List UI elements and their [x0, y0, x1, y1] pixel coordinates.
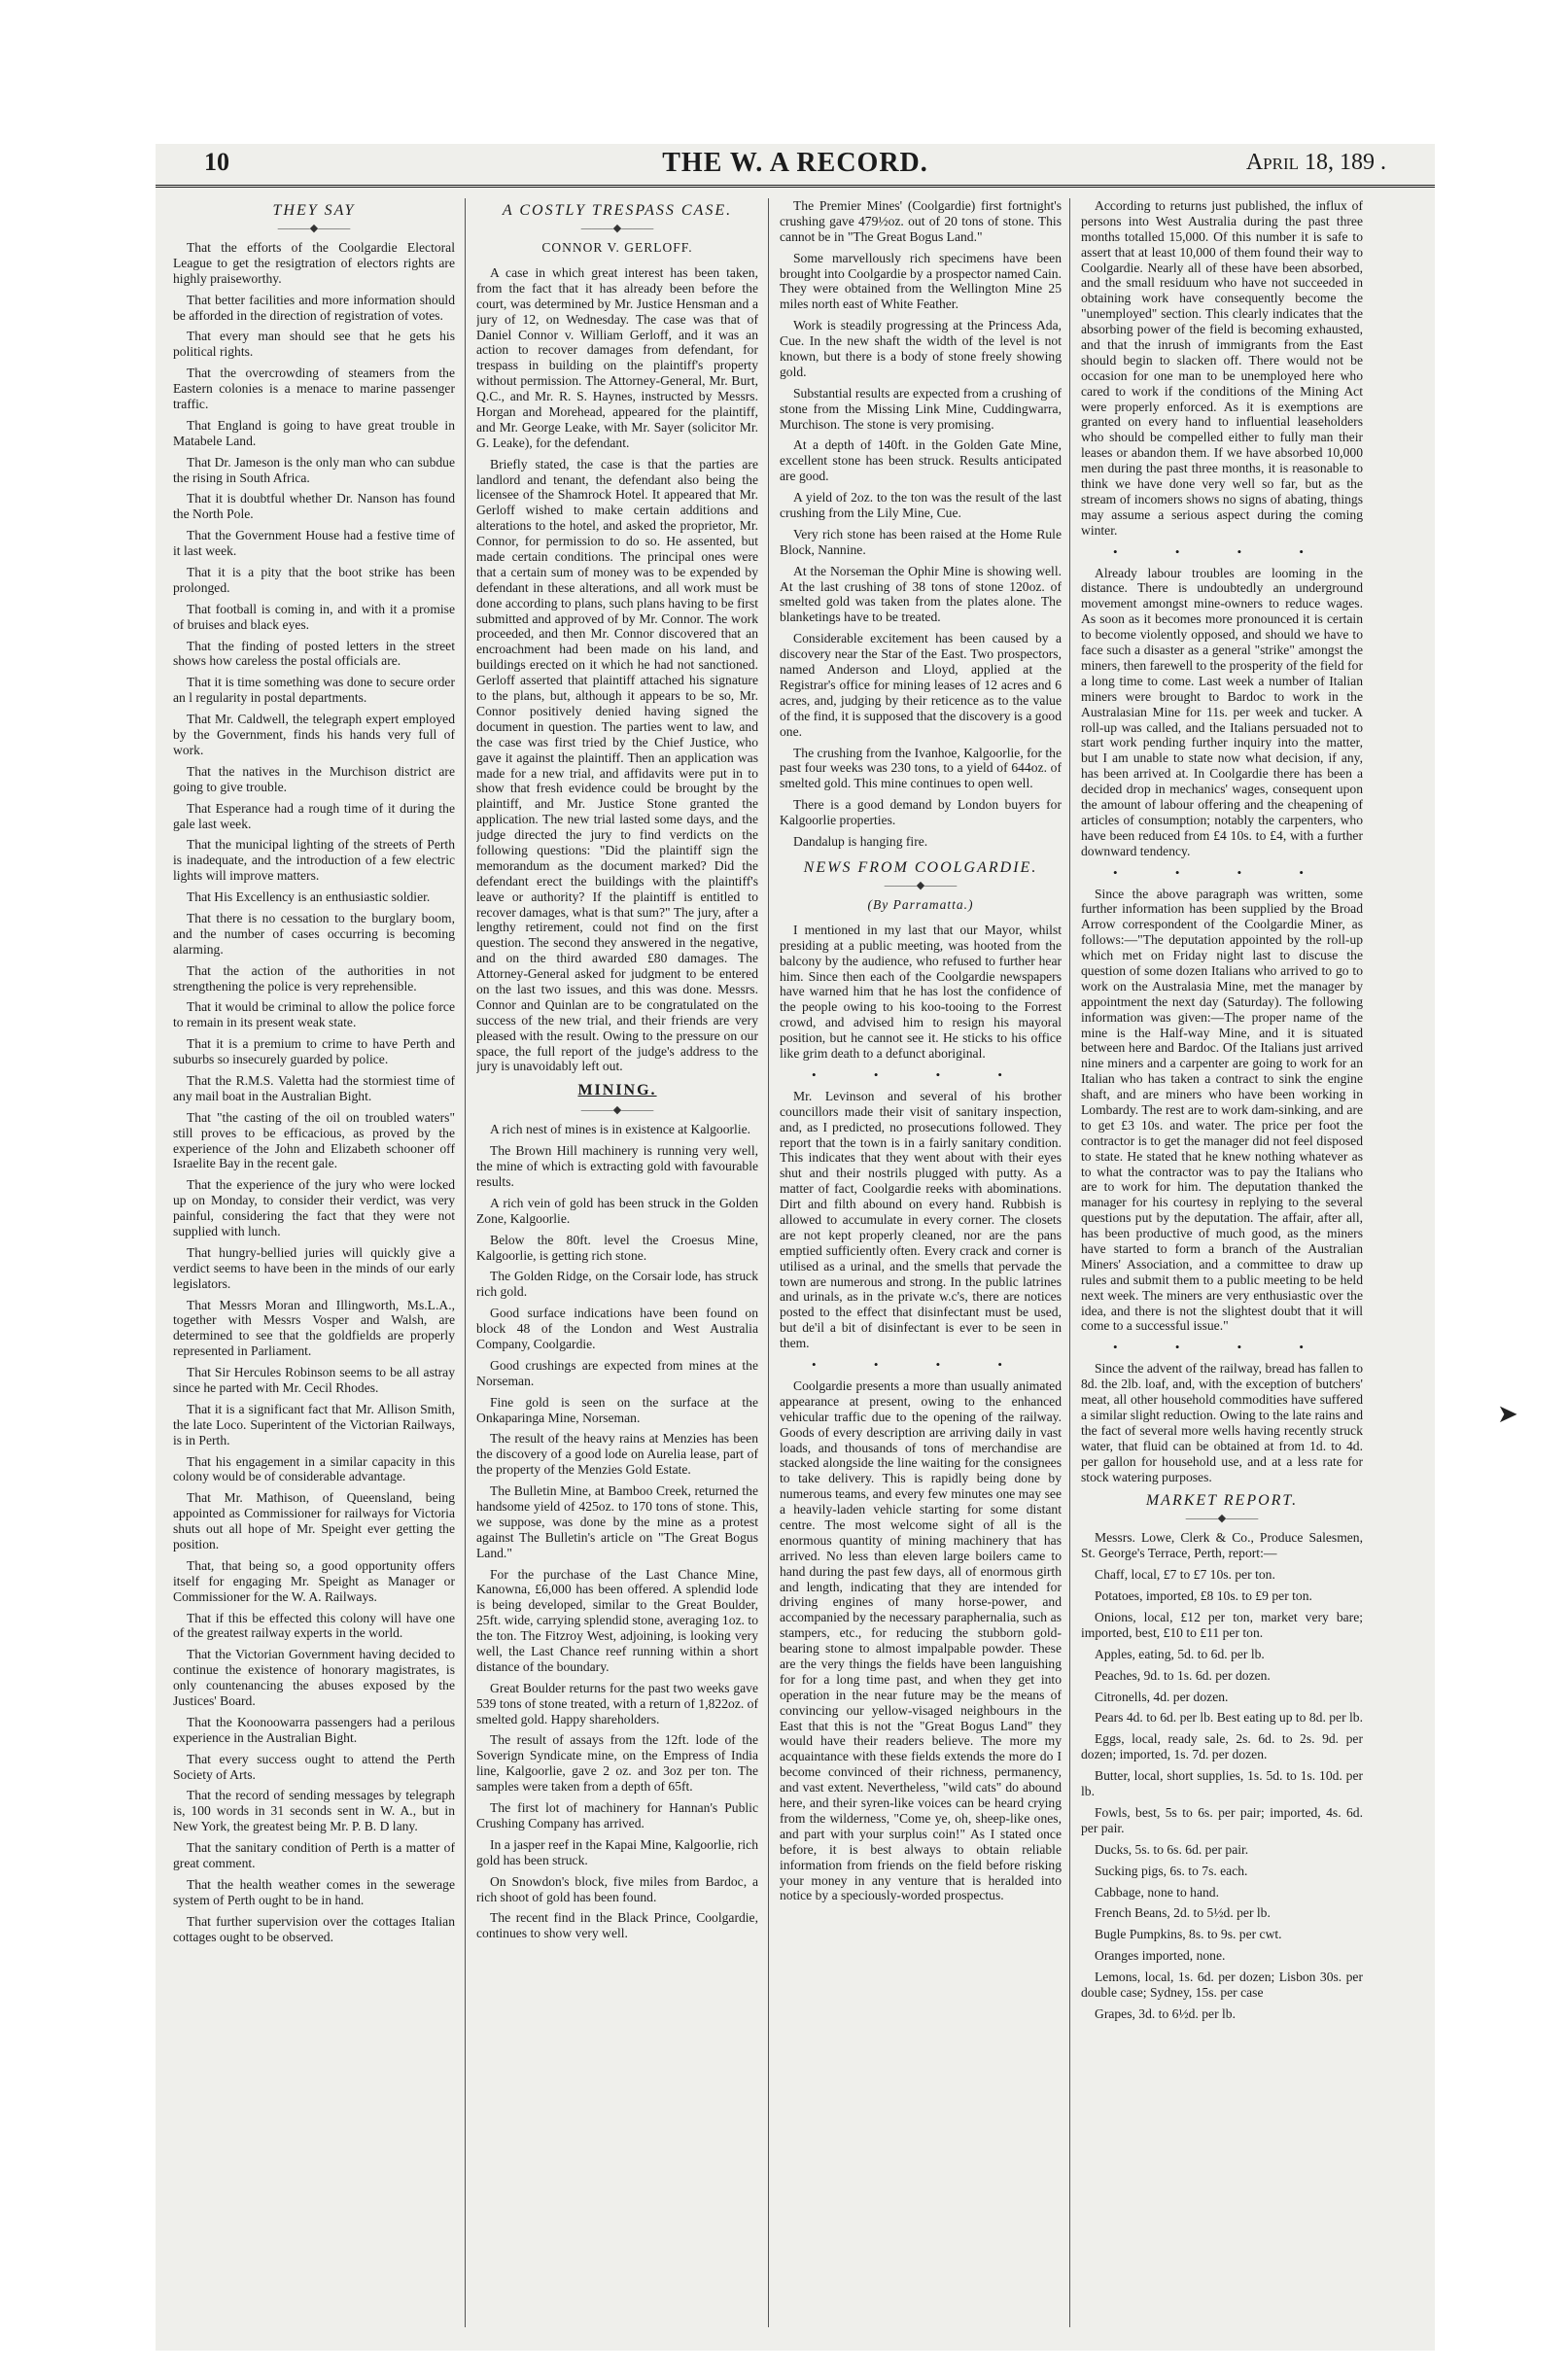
mining-item: Considerable excitement has been caused by a discovery near the Star of the East. Two prospectors, named Anderson and Lloyd, applied at the Registrar's office for mining leases of 12 acres and 6 acres, and, judging by their reticence as to the value of the find, it is supposed that the discovery is a good one. [780, 631, 1062, 739]
column-news-coolgardie [780, 198, 1062, 2327]
mining-item: The result of the heavy rains at Menzies has been the discovery of a good lode on Aurelia lease, part of the property of the Menzies Gold Estate. [476, 1431, 758, 1478]
market-item: Ducks, 5s. to 6s. 6d. per pair. [1095, 1841, 1249, 1857]
market-item: Apples, eating, 5d. to 6d. per lb. [1095, 1646, 1265, 1661]
mining-item: Good surface indications have been found on block 48 of the London and West Australia Company, Coolgardie. [476, 1306, 758, 1351]
they-say-item: That the health weather comes in the sewerage system of Perth ought to be in hand. [173, 1876, 455, 1907]
market-item: Cabbage, none to hand. [1095, 1884, 1219, 1900]
they-say-item: That Messrs Moran and Illingworth, Ms.L.A., together with Messrs Vosper and Walsh, are determined to see that the goldfields are properly represented in Parliament. [173, 1297, 455, 1359]
mining-item: Good crushings are expected from mines at the Norseman. [476, 1357, 758, 1388]
page-number: 10 [204, 148, 229, 176]
ornament-divider: ———◆——— [580, 223, 654, 234]
trespass-body [476, 265, 758, 1074]
mining-body [476, 1122, 758, 1941]
mining-item: The first lot of machinery for Hannan's Public Crushing Company has arrived. [476, 1800, 758, 1831]
star-divider: • • • • [1113, 543, 1331, 559]
they-say-item: That it is doubtful whether Dr. Nanson has found the North Pole. [173, 491, 455, 522]
mining-item: A rich vein of gold has been struck in the Golden Zone, Kalgoorlie. [476, 1195, 758, 1226]
they-say-item: That England is going to have great trouble in Matabele Land. [173, 417, 455, 448]
trespass-heading: A COSTLY TRESPASS CASE. [502, 202, 733, 219]
column-rule [768, 198, 769, 2327]
mining-item: The Golden Ridge, on the Corsair lode, has struck rich gold. [476, 1269, 758, 1300]
column-rule [465, 198, 466, 2327]
they-say-item: That the Victorian Government having decided to continue the existence of honorary magistrates, is only countenancing the abuses exposed by the Justices' Board. [173, 1647, 455, 1709]
they-say-item: That Mr. Caldwell, the telegraph expert employed by the Government, finds his hands very full of work. [173, 712, 455, 757]
they-say-item: That it is time something was done to secure order an l regularity in postal departments. [173, 675, 455, 706]
masthead [156, 144, 1435, 188]
market-item: Bugle Pumpkins, 8s. to 9s. per cwt. [1095, 1927, 1282, 1942]
they-say-item: That "the casting of the oil on troubled waters" still proves to be efficacious, as proved by the experience of the John and Elizabeth schooner off Israelite Bay in the recent gale. [173, 1109, 455, 1171]
they-say-item: That better facilities and more information should be afforded in the direction of registration of votes. [173, 292, 455, 323]
they-say-item: That the efforts of the Coolgardie Electoral League to get the resigtration of electors rights are highly praiseworthy. [173, 240, 455, 286]
mining-item: For the purchase of the Last Chance Mine, Kanowna, £6,000 has been offered. A splendid lode is being developed, similar to the Great Boulder, 25ft. wide, carrying splendid stone, averaging 1oz. to the ton. The Fitzroy West, adjoining, is looking very well, the Last Chance reef running within a short distance of the boundary. [476, 1566, 758, 1674]
news-byline: (By Parramatta.) [867, 896, 974, 912]
they-say-item: That the R.M.S. Valetta had the stormiest time of any mail boat in the Australian Bight. [173, 1072, 455, 1103]
they-say-item: That further supervision over the cottages Italian cottages ought to be observed. [173, 1913, 455, 1944]
they-say-item: That His Excellency is an enthusiastic soldier. [187, 889, 431, 905]
labour-paragraph: Since the advent of the railway, bread has fallen to 8d. the 2lb. loaf, and, with the exception of butchers' meat, all other household commodities have suffered a similar slight reduction. Owing to the late rains and the fact of several more wells having recently struck water, that fluid can be obtained at from 1d. to 4d. per gallon for household use, and at a less rate for stock watering purposes. [1081, 1361, 1363, 1484]
they-say-item: That it is a significant fact that Mr. Allison Smith, the late Loco. Superintent of the Victorian Railways, is in Perth. [173, 1401, 455, 1447]
they-say-item: That hungry-bellied juries will quickly give a verdict seems to have been in the minds of our early legislators. [173, 1244, 455, 1291]
they-say-heading: THEY SAY [272, 202, 356, 219]
they-say-item: That the action of the authorities in not strengthening the police is very reprehensible. [173, 962, 455, 994]
market-item: Eggs, local, ready sale, 2s. 6d. to 2s. 9d. per dozen; imported, 1s. 7d. per dozen. [1081, 1731, 1363, 1762]
newspaper-title: THE W. A RECORD. [662, 148, 928, 178]
ornament-divider: ———◆——— [277, 223, 351, 234]
news-body [780, 923, 1062, 1903]
mining-item: Dandalup is hanging fire. [793, 833, 928, 849]
they-say-item: That if this be effected this colony will have one of the greatest railway experts in the world. [173, 1610, 455, 1641]
newspaper-page [156, 144, 1435, 2351]
trespass-subheading: CONNOR V. GERLOFF. [541, 240, 693, 255]
they-say-item: That it is a pity that the boot strike has been prolonged. [173, 565, 455, 595]
market-item: Grapes, 3d. to 6½d. per lb. [1095, 2005, 1236, 2021]
market-list [1081, 1567, 1363, 2021]
they-say-item: That it is a premium to crime to have Perth and suburbs so insecurely guarded by police. [173, 1036, 455, 1067]
mining-item: Substantial results are expected from a crushing of stone from the Missing Link Mine, Cuddingwarra, Murchison. The stone is very promising. [780, 385, 1062, 432]
news-paragraph: Coolgardie presents a more than usually animated appearance at present, owing to the enhanced vehicular traffic due to the opening of the railway. Goods of every description are arriving daily in vast loads, and thousands of tons of merchandise are stacked alongside the line waiting for the consignees to take delivery. This is rapidly being done by numerous teams, and every few minutes one may see a heavily-laden vehicle starting for some distant centre. The most welcome sight of all is the enormous quantity of mining machinery that has arrived. No less than eleven large boilers came to hand during the past few days, all of enormous girth and length, indicating that they are intended for driving engines of many horse-power, and accompanied by the necessary paraphernalia, such as stampers, etc., for reducing the stubborn gold-bearing stone to almost impalpable powder. These are the very things the fields have been languishing for for a long time past, and when they get into operation in the near future may be the means of convincing our yellow-visaged neighbours in the East that this is not the "Great Bogus Land" they would have their readers believe. The more my acquaintance with these fields extends the more do I become convinced of their richness, permanency, and vast extent. Nevertheless, "wild cats" do abound here, and their syren-like voices can be heard crying from the wilderness, "Come ye, oh, sheep-like ones, and part with your surplus coin!" As I stated once before, it is best always to obtain reliable information from friends on the field before risking your money in any venture that is heralded into notice by a speciously-worded prospectus. [780, 1378, 1062, 1903]
they-say-item: That it would be criminal to allow the police force to remain in its present weak state. [173, 999, 455, 1030]
market-item: Chaff, local, £7 to £7 10s. per ton. [1095, 1567, 1275, 1583]
article-paragraph: Briefly stated, the case is that the parties are landlord and tenant, the defendant also being the licensee of the Shamrock Hotel. It appeared that Mr. Gerloff wished to make certain additions and alterations to the hotel, and asked the proprietor, Mr. Connor, for permission to do so. He assented, but made certain conditions. The principal ones were that a certain sum of money was to be expended by defendant in these alterations, and all work must be done according to plans, such plans having to be first submitted and approved of by Mr. Connor. The work proceeded, and then Mr. Connor discovered that an encroachment had been made on his land, and buildings erected on it which he had not sanctioned. Gerloff asserted that plaintiff attached his signature to the plans, but, although it appears to be so, Mr. Connor positively denied having signed the document in question. The parties went to law, and the case was first tried by the Chief Justice, who gave it against the plaintiff. Then an application was made for a new trial, and affidavits were put in to show that fresh evidence could be brought by the plaintiff, and Mr. Justice Stone granted the application. The new trial lasted some days, and the judge directed the jury to find verdicts on the following questions: "Did the plaintiff sign the memorandum as the document marked? Did the defendant erect the buildings with the plaintiff's leave or authority? If the plaintiff is entitled to recover damages, what is that sum?" The jury, after a lengthy retirement, could not find on the first question. The second they answered in the negative, and on the third awarded £80 damages. The Attorney-General asked for judgment to be entered on the last two issues, and this was done. Messrs. Connor and Quinlan are to be congratulated on the success of the new trial, and their friends are very pleased with the result. Owing to the pressure on our space, the full report of the judge's address to the jury is unavoidably left out. [476, 456, 758, 1074]
market-item: Pears 4d. to 6d. per lb. Best eating up to 8d. per lb. [1095, 1710, 1363, 1726]
they-say-item: That every man should see that he gets his political rights. [173, 329, 455, 360]
they-say-item: That, that being so, a good opportunity offers itself for engaging Mr. Speight as Manager or Commissioner for the W. A. Railways. [173, 1557, 455, 1604]
mining-item: A yield of 2oz. to the ton was the result of the last crushing from the Lily Mine, Cue. [780, 490, 1062, 521]
market-item: Lemons, local, 1s. 6d. per dozen; Lisbon 30s. per double case; Sydney, 15s. per case [1081, 1970, 1363, 2000]
mining-item: Below the 80ft. level the Croesus Mine, Kalgoorlie, is getting rich stone. [476, 1232, 758, 1263]
ornament-divider: ———◆——— [1185, 1513, 1259, 1525]
mining-item: The Premier Mines' (Coolgardie) first fortnight's crushing gave 479½oz. out of 20 tons of stone. This cannot be in "The Great Bogus Land." [780, 198, 1062, 244]
mining-continued-body [780, 198, 1062, 850]
mining-item: The crushing from the Ivanhoe, Kalgoorlie, for the past four weeks was 230 tons, to a yield of 644oz. of smelted gold. This mine continues to open well. [780, 745, 1062, 791]
they-say-body [173, 240, 455, 1945]
star-divider: • • • • [812, 1357, 1029, 1372]
news-paragraph: Mr. Levinson and several of his brother councillors made their visit of sanitary inspection, and, as I predicted, no prosecutions followed. They report that the town is in a fairly sanitary condition. This indicates that they went about with their eyes shut and their nostrils plugged with putty. As a matter of fact, Coolgardie reeks with abominations. Dirt and filth abound on every hand. Rubbish is allowed to accumulate in every corner. The closets are not kept properly cleaned, nor are the pans emptied sufficiently often. Every crack and corner is utilised as a urinal, and the smells that pervade the town are numerous and strong. In the public latrines and urinals, as in the private w.c's, there are notices posted to the effect that disinfectant must be used, but de'il a bit of disinfectant is ever to be seen in them. [780, 1088, 1062, 1351]
column-rule [1069, 198, 1070, 2327]
they-say-item: That the natives in the Murchison district are going to give trouble. [173, 763, 455, 794]
market-item: Fowls, best, 5s to 6s. per pair; imported, 4s. 6d. per pair. [1081, 1804, 1363, 1835]
they-say-item: That the municipal lighting of the streets of Perth is inadequate, and the introduction of a few electric lights will improve matters. [173, 837, 455, 884]
mining-item: On Snowdon's block, five miles from Bardoc, a rich shoot of gold has been found. [476, 1873, 758, 1904]
ornament-divider: ———◆——— [884, 879, 958, 891]
news-heading: NEWS FROM COOLGARDIE. [803, 858, 1038, 876]
they-say-item: That football is coming in, and with it a promise of bruises and black eyes. [173, 601, 455, 632]
market-intro: Messrs. Lowe, Clerk & Co., Produce Salesmen, St. George's Terrace, Perth, report:— [1081, 1530, 1363, 1561]
they-say-item: That the overcrowding of steamers from the Eastern colonies is a menace to marine passenger traffic. [173, 366, 455, 412]
column-trespass-mining [476, 198, 758, 2327]
mining-item: Great Boulder returns for the past two weeks gave 539 tons of stone treated, with a return of 1,822oz. of smelted gold. Happy shareholders. [476, 1680, 758, 1726]
mining-item: At a depth of 140ft. in the Golden Gate Mine, excellent stone has been struck. Results anticipated are good. [780, 437, 1062, 484]
mining-item: The Brown Hill machinery is running very well, the mine of which is extracting gold with favourable results. [476, 1143, 758, 1189]
mining-item: Some marvellously rich specimens have been brought into Coolgardie by a prospector named Cain. They were obtained from the Wellington Mine 25 miles north east of White Feather. [780, 250, 1062, 312]
they-say-item: That the finding of posted letters in the street shows how careless the postal officials are. [173, 638, 455, 669]
market-item: Citronells, 4d. per dozen. [1095, 1689, 1229, 1704]
they-say-item: That the Koonoowarra passengers had a perilous experience in the Australian Bight. [173, 1714, 455, 1745]
they-say-item: That Mr. Mathison, of Queensland, being appointed as Commissioner for railways for Victoria shuts out all hope of Mr. Speight ever getting the position. [173, 1490, 455, 1552]
they-say-item: That the Government House had a festive time of it last week. [173, 528, 455, 559]
labour-paragraph: Already labour troubles are looming in the distance. There is undoubtedly an underground movement amongst mine-owners to reduce wages. As soon as it becomes more pronounced it is certain to become violently opposed, and should we have to face such a disaster as a general "strike" amongst the miners, then farewell to the prosperity of the field for a long time to come. Last week a number of Italian miners were brought to Bardoc to work in the Australasian Mine for 11s. per week and tucker. A roll-up was called, and the Italians persuaded not to start work pending further inquiry into the matter, but I am unable to state now what decision, if any, has been arrived at. In Coolgardie there has been a decided drop in mechanics' wages, consequent upon the amount of labour offering and the cheapening of articles of consumption; notably the carpenters, who have been reduced from £4 10s. to £4, with a further downward tendency. [1081, 565, 1363, 858]
mining-heading: MINING. [577, 1082, 657, 1099]
mining-item: The recent find in the Black Prince, Coolgardie, continues to show very well. [476, 1910, 758, 1941]
they-say-item: That the record of sending messages by telegraph is, 100 words in 31 seconds sent in W. A., but in New York, the greatest being Mr. P. B. D lany. [173, 1788, 455, 1834]
mining-item: There is a good demand by London buyers for Kalgoorlie properties. [780, 797, 1062, 828]
mining-item: Very rich stone has been raised at the Home Rule Block, Nannine. [780, 526, 1062, 557]
article-paragraph: A case in which great interest has been taken, from the fact that it has already been before the court, was determined by Mr. Justice Hensman and a jury of 12, on Wednesday. The case was that of Daniel Connor v. William Gerloff, and it was an action to recover damages from defendant, for trespass in building on the plaintiff's property without permission. The Attorney-General, Mr. Burt, Q.C., and Mr. R. S. Haynes, instructed by Messrs. Horgan and Morehead, appeared for the plaintiff, and Mr. George Leake, with Mr. Sayer (solicitor Mr. G. Leake), for the defendant. [476, 265, 758, 450]
market-item: Oranges imported, none. [1095, 1948, 1226, 1964]
mining-item: In a jasper reef in the Kapai Mine, Kalgoorlie, rich gold has been struck. [476, 1836, 758, 1867]
ornament-divider: ———◆——— [580, 1104, 654, 1117]
they-say-item: That every success ought to attend the Perth Society of Arts. [173, 1751, 455, 1782]
labour-body [1081, 198, 1363, 1484]
mining-item: Fine gold is seen on the surface at the Onkaparinga Mine, Norseman. [476, 1394, 758, 1425]
mining-item: Work is steadily progressing at the Princess Ada, Cue. In the new shaft the width of the level is not known, but there is a body of stone freely showing gold. [780, 318, 1062, 379]
market-item: Peaches, 9d. to 1s. 6d. per dozen. [1095, 1667, 1271, 1683]
labour-paragraph: Since the above paragraph was written, some further information has been supplied by the Broad Arrow correspondent of the Coolgardie Miner, as follows:—"The deputation appointed by the roll-up which met on Friday night last to discuse the question of some dozen Italians who arrived to go to work on the Australasia Mine, met the manager by appointment the next day (Saturday). The following information was given:—The proper name of the mine is the Half-way Mine, and it is situated between here and Bardoc. Of the Italians just arrived nine miners and a carpenter are going to work for an Italian who has taken a contract to sink the engine shaft, and are miners who have been working in Lombardy. The rest are to work dam-sinking, and are to get £3 10s. and water. The price per foot the contractor is to get the manager did not feel disposed to state. He stated that he knew nothing whatever as to what the contractor was to pay the Italians who are to work for him. The deputation thanked the manager for his courtesy in replying to the several questions put by the deputation. The affair, after all, has been productive of much good, as the miners have started to form a branch of the Australian Miners' Association, and a committee to draw up rules and submit them to a public meeting to be held next week. The miners are very enthusiastic over the idea, and there is not the slightest doubt that it will come to a successful issue." [1081, 886, 1363, 1334]
they-say-item: That his engagement in a similar capacity in this colony would be of considerable advantage. [173, 1453, 455, 1484]
labour-paragraph: According to returns just published, the influx of persons into West Australia during the past three months totalled 15,000. Of this number it is safe to assert that at least 10,000 of them found their way to Coolgardie. Nearly all of these have been absorbed, and the small residuum who have not succeeded in obtaining work have consequently become the "unemployed" section. This clearly indicates that the absorbing power of the field is becoming exhausted, and that the inrush of immigrants from the East should begin to slacken off. There would not be occasion for one man to be unemployed here who cared to work if the conditions of the Mining Act were properly enforced. As it is exemptions are granted on every hand to influential leaseholders who should be compelled either to fully man their leases or abandon them. If we have absorbed 10,000 men during the past three months, it is reasonable to think we have done very well so far, but as the stream of incomers shows no signs of abating, things may assume a serious aspect during the coming winter. [1081, 198, 1363, 538]
market-heading: MARKET REPORT. [1145, 1492, 1299, 1510]
market-item: Sucking pigs, 6s. to 7s. each. [1095, 1863, 1248, 1878]
column-they-say [173, 198, 455, 2327]
market-item: Potatoes, imported, £8 10s. to £9 per ton. [1095, 1588, 1312, 1604]
mining-item: At the Norseman the Ophir Mine is showing well. At the last crushing of 38 tons of stone 120oz. of smelted gold was taken from the plates alone. The blanketings have to be treated. [780, 563, 1062, 625]
mining-item: The Bulletin Mine, at Bamboo Creek, returned the handsome yield of 425oz. to 170 tons of stone. This, we suppose, was done by the mine as a protest against The Bulletin's article on "The Great Bogus Land." [476, 1483, 758, 1560]
issue-date: April 18, 189 . [1245, 150, 1386, 175]
they-say-item: That the experience of the jury who were locked up on Monday, to consider their verdict, was very painful, considering the fact that they were not supplied with lunch. [173, 1177, 455, 1238]
market-item: Butter, local, short supplies, 1s. 5d. to 1s. 10d. per lb. [1081, 1768, 1363, 1799]
they-say-item: That Dr. Jameson is the only man who can subdue the rising in South Africa. [173, 454, 455, 485]
star-divider: • • • • [1113, 1340, 1331, 1355]
mining-item: The result of assays from the 12ft. lode of the Soverign Syndicate mine, on the Empress of India line, Kalgoorlie, gave 2 oz. and 3oz per ton. The samples were taken from a depth of 65ft. [476, 1732, 758, 1795]
news-paragraph: I mentioned in my last that our Mayor, whilst presiding at a public meeting, was hooted from the balcony by the audience, who refused to further hear him. Since then each of the Coolgardie newspapers have warned him that he has lost the confidence of the people owing to his koo-tooing to the Forrest crowd, and advised him to resign his mayoral position, but he cannot see it. He sticks to his office like grim death to a defunct aboriginal. [780, 922, 1062, 1061]
star-divider: • • • • [812, 1066, 1029, 1082]
market-item: French Beans, 2d. to 5½d. per lb. [1095, 1905, 1271, 1921]
column-labour-market [1081, 198, 1363, 2327]
they-say-item: That there is no cessation to the burglary boom, and the number of cases occurring is becoming alarming. [173, 910, 455, 957]
page-arrow-icon: ➤ [1497, 1400, 1518, 1428]
they-say-item: That Esperance had a rough time of it during the gale last week. [173, 800, 455, 831]
star-divider: • • • • [1113, 864, 1331, 880]
mining-item: A rich nest of mines is in existence at Kalgoorlie. [490, 1122, 751, 1137]
they-say-item: That Sir Hercules Robinson seems to be all astray since he parted with Mr. Cecil Rhodes. [173, 1365, 455, 1395]
they-say-item: That the sanitary condition of Perth is a matter of great comment. [173, 1840, 455, 1871]
market-item: Onions, local, £12 per ton, market very bare; imported, best, £10 to £11 per ton. [1081, 1610, 1363, 1640]
